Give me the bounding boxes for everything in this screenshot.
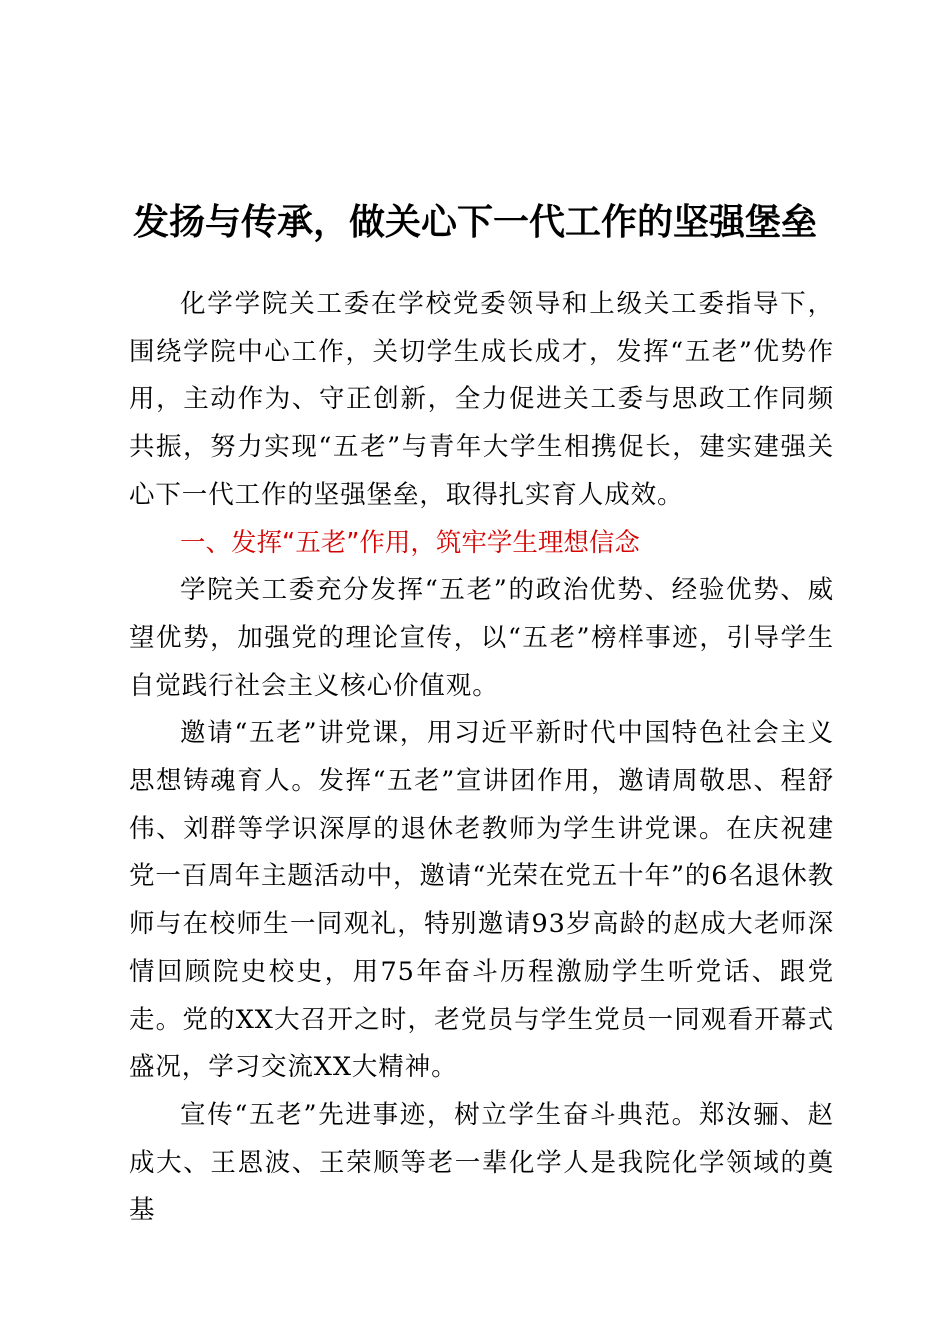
- paragraph-intro: 化学学院关工委在学校党委领导和上级关工委指导下，围绕学院中心工作，关切学生成长成才，发挥“五老”优势作用，主动作为、守正创新，全力促进关工委与思政工作同频共振，努力实现“五老”与青年大学生相携促长，建实建强关心下一代工作的坚强堡垒，取得扎实育人成效。: [129, 289, 834, 510]
- document-body: [129, 281, 834, 1235]
- section-heading-1: 一、发挥“五老”作用，筑牢学生理想信念: [180, 527, 640, 558]
- paragraph-party-lectures: 邀请“五老”讲党课，用习近平新时代中国特色社会主义思想铸魂育人。发挥“五老”宣讲团作用，邀请周敬思、程舒伟、刘群等学识深厚的退休老教师为学生讲党课。在庆祝建党一百周年主题活动中，邀请“光荣在党五十年”的6名退休教师与在校师生一同观礼，特别邀请93岁高龄的赵成大老师深情回顾院史校史，用75年奋斗历程激励学生听党话、跟党走。党的XX大召开之时，老党员与学生党员一同观看开幕式盛况，学习交流XX大精神。: [129, 718, 834, 1083]
- paragraph-role-models: 宣传“五老”先进事迹，树立学生奋斗典范。郑汝骊、赵成大、王恩波、王荣顺等老一辈化学人是我院化学领域的奠基: [129, 1099, 834, 1226]
- paragraph-section-1-intro: 学院关工委充分发挥“五老”的政治优势、经验优势、威望优势，加强党的理论宣传，以“五老”榜样事迹，引导学生自觉践行社会主义核心价值观。: [129, 575, 834, 701]
- document-title: 发扬与传承，做关心下一代工作的坚强堡垒: [132, 201, 817, 243]
